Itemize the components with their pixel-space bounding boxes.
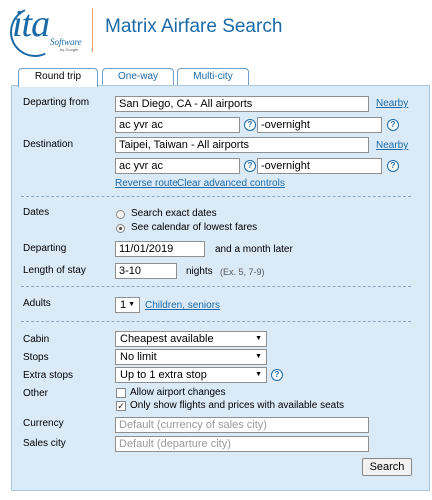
origin-extension-help-icon[interactable]: ? (387, 119, 399, 131)
dates-label: Dates (23, 207, 50, 218)
ita-software-logo (10, 4, 90, 56)
extra-stops-label: Extra stops (23, 370, 74, 381)
cabin-select[interactable] (115, 331, 267, 347)
currency-input[interactable] (115, 417, 369, 433)
exact-dates-radio[interactable] (116, 210, 125, 219)
allow-airport-changes-label: Allow airport changes (130, 387, 226, 398)
destination-routing-help-icon[interactable]: ? (244, 160, 256, 172)
stops-select[interactable] (115, 349, 267, 365)
clear-advanced-controls-link[interactable]: Clear advanced controls (177, 178, 285, 189)
chevron-down-icon: ▼ (128, 301, 135, 308)
adults-label: Adults (23, 298, 51, 309)
destination-extension-code-input[interactable] (257, 158, 382, 174)
page-title: Matrix Airfare Search (105, 16, 283, 37)
length-of-stay-input[interactable] (115, 263, 177, 279)
adults-select[interactable] (115, 297, 140, 313)
extra-stops-select[interactable] (115, 367, 267, 383)
cabin-select-value: Cheapest available (120, 333, 214, 345)
destination-routing-code-input[interactable] (115, 158, 240, 174)
calendar-fares-radio[interactable] (116, 224, 125, 233)
calendar-fares-label: See calendar of lowest fares (131, 222, 258, 233)
logo-by-text: by Google (60, 47, 79, 52)
section-divider (21, 321, 411, 322)
adults-select-value: 1 (120, 299, 127, 311)
tab-one-way[interactable]: One-way (102, 68, 174, 85)
nights-unit-text: nights (186, 266, 213, 277)
destination-extension-help-icon[interactable]: ? (387, 160, 399, 172)
length-of-stay-label: Length of stay (23, 265, 86, 276)
chevron-down-icon: ▼ (255, 335, 262, 342)
only-available-seats-label: Only show flights and prices with available seats (130, 400, 344, 411)
tab-round-trip[interactable]: Round trip (18, 68, 98, 87)
stops-select-value: No limit (120, 351, 157, 363)
origin-airport-input[interactable] (115, 96, 369, 112)
search-form-panel (11, 85, 430, 491)
origin-nearby-link[interactable]: Nearby (376, 98, 409, 109)
origin-routing-help-icon[interactable]: ? (244, 119, 256, 131)
extra-stops-select-value: Up to 1 extra stop (120, 369, 207, 381)
other-label: Other (23, 388, 49, 399)
stops-label: Stops (23, 352, 49, 363)
only-available-seats-checkbox[interactable]: ✓ (117, 401, 125, 411)
cabin-label: Cabin (23, 334, 50, 345)
sales-city-input[interactable] (115, 436, 369, 452)
origin-extension-code-input[interactable] (257, 117, 382, 133)
departing-label: Departing (23, 243, 67, 254)
departing-date-input[interactable] (115, 241, 205, 257)
destination-label: Destination (23, 139, 74, 150)
origin-routing-code-input[interactable] (115, 117, 240, 133)
sales-city-label: Sales city (23, 438, 66, 449)
extra-stops-help-icon[interactable]: ? (271, 369, 283, 381)
search-button[interactable]: Search (362, 458, 412, 476)
stay-example-hint: (Ex. 5, 7-9) (220, 267, 265, 277)
currency-label: Currency (23, 418, 64, 429)
departing-from-label: Departing from (23, 97, 90, 108)
logo-text: ita (12, 3, 50, 45)
exact-dates-label: Search exact dates (131, 208, 217, 219)
allow-airport-changes-checkbox[interactable] (116, 388, 126, 398)
children-seniors-link[interactable]: Children, seniors (145, 300, 221, 311)
chevron-down-icon: ▼ (255, 371, 262, 378)
header-divider (92, 8, 93, 52)
tab-multi-city[interactable]: Multi-city (177, 68, 249, 85)
destination-airport-input[interactable] (115, 137, 369, 153)
section-divider (21, 286, 411, 287)
chevron-down-icon: ▼ (255, 353, 262, 360)
section-divider (21, 196, 411, 197)
departing-range-text: and a month later (215, 244, 293, 255)
destination-nearby-link[interactable]: Nearby (376, 140, 409, 151)
logo-subtext: Software (50, 37, 82, 47)
reverse-route-link[interactable]: Reverse route (115, 178, 178, 189)
page-header (0, 0, 432, 60)
